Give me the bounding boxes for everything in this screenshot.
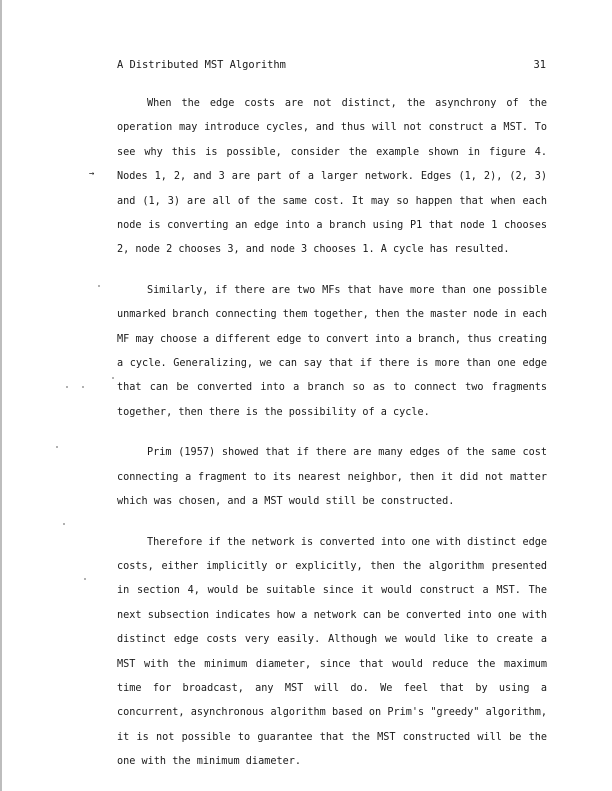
page-left-edge [0,0,2,791]
running-title: A Distributed MST Algorithm [117,59,286,71]
margin-speck [56,446,58,448]
page-number: 31 [533,59,546,71]
margin-speck [63,523,65,525]
margin-speck [84,578,86,580]
paragraph-1: When the edge costs are not distinct, the asynchrony of the operation may introduce cycles, and thus will not construct a MST. To see why this is possible, consider the example shown in figure 4. Nodes 1, 2, and 3 are part of a larger network. Edges (1, 2), (2, 3) and (1, 3) are all of the same cost. It may so happen that when each node is converting an edge into a branch using P1 that node 1 chooses 2, node 2 chooses 3, and node 3 chooses 1. A cycle has resulted. [117,98,547,256]
margin-arrow-icon: → [89,169,95,179]
margin-speck [66,386,68,388]
paragraph-4: Therefore if the network is converted into one with distinct edge costs, either implicitly or explicitly, then the algorithm presented in section 4, would be suitable since it would construct a MST. The next subsection indicates how a network can be converted into one with distinct edge costs very easily. Although we would like to create a MST with the minimum diameter, since that would reduce the maximum time for broadcast, any MST will do. We feel that by using a concurrent, asynchronous algorithm based on Prim's "greedy" algorithm, it is not possible to guarantee that the MST constructed will be the one with the minimum diameter. [117,536,547,768]
margin-speck [98,285,100,287]
margin-speck [112,377,114,379]
paragraph-2: Similarly, if there are two MFs that have more than one possible unmarked branch connecting them together, then the master node in each MF may choose a different edge to convert into a branch, thus creating a cycle. Generalizing, we can say that if there is more than one edge that can be converted into a branch so as to connect two fragments together, then there is the possibility of a cycle. [117,284,547,418]
paragraph-3: Prim (1957) showed that if there are many edges of the same cost connecting a fragment to its nearest neighbor, then it did not matter which was chosen, and a MST would still be constructed. [117,447,547,508]
body-text [117,92,547,791]
margin-speck [82,386,84,388]
